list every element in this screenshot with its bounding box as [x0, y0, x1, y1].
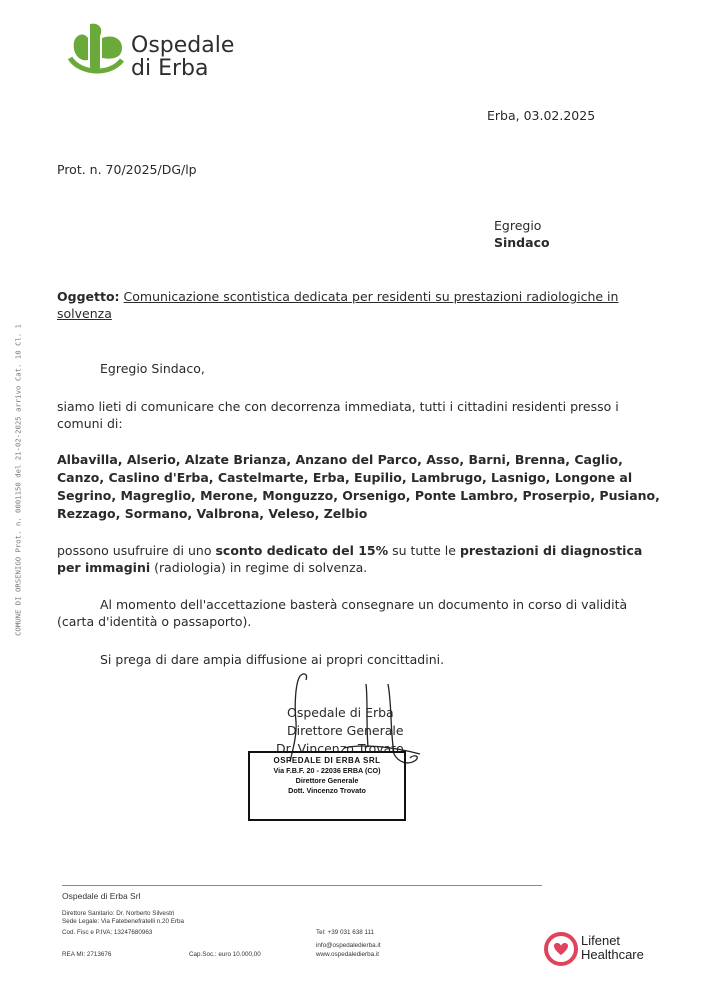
footer-seat: Sede Legale: Via Fatebenefratelli n.20 Erba — [62, 918, 185, 925]
recipient-greeting: Egregio — [494, 218, 542, 233]
salutation: Egregio Sindaco, — [100, 361, 205, 376]
partner-name-line1: Lifenet — [581, 933, 621, 948]
footer-company: Ospedale di Erba Srl — [62, 891, 141, 901]
recipient-title: Sindaco — [494, 235, 550, 250]
footer-web[interactable]: www.ospedaledierba.it — [316, 951, 380, 958]
towns-line3: Segrino, Magreglio, Merone, Monguzzo, Orsenigo, Ponte Lambro, Proserpio, Pusiano, — [57, 488, 660, 503]
paragraph-2-line1 — [57, 542, 642, 559]
paragraph-3-line2: (carta d'identità o passaporto). — [57, 614, 252, 629]
logo-line2: di Erba — [131, 56, 209, 81]
logo — [66, 20, 128, 76]
footer-rea: REA MI: 2713676 — [62, 951, 112, 958]
para2-text-c: su tutte le — [388, 543, 460, 558]
logo-text — [131, 34, 234, 80]
signature-role: Direttore Generale — [287, 723, 404, 738]
subject-line2: solvenza — [57, 306, 112, 321]
side-protocol-stamp: COMUNE DI ORSENIGO Prot. n. 0001150 del 21-02-2025 arrivo Cat. 10 Cl. 1 — [13, 324, 23, 636]
towns-line4: Rezzago, Sormano, Valbrona, Veleso, Zelbio — [57, 506, 368, 521]
partner-name-line2: Healthcare — [581, 947, 644, 962]
towns-line1: Albavilla, Alserio, Alzate Brianza, Anzano del Parco, Asso, Barni, Brenna, Caglio, — [57, 452, 623, 467]
paragraph-3-line1: Al momento dell'accettazione basterà consegnare un documento in corso di validità — [100, 597, 628, 612]
stamp-address: Via F.B.F. 20 - 22036 ERBA (CO) — [273, 766, 381, 775]
paragraph-1-line2: comuni di: — [57, 416, 123, 431]
stamp-role: Direttore Generale — [295, 776, 359, 785]
logo-line1: Ospedale — [131, 33, 235, 58]
service-highlight-2: per immagini — [57, 560, 151, 575]
paragraph-4: Si prega di dare ampia diffusione ai propri concittadini. — [100, 652, 445, 667]
stamp-company: OSPEDALE DI ERBA SRL — [273, 756, 381, 765]
discount-highlight: sconto dedicato del 15% — [215, 543, 389, 558]
para2-text-f: (radiologia) in regime di solvenza. — [150, 560, 368, 575]
footer-divider — [62, 885, 542, 886]
paragraph-2-line2 — [57, 559, 367, 576]
footer-capital: Cap.Soc.: euro 10.000,00 — [189, 951, 261, 958]
signature-org: Ospedale di Erba — [287, 705, 394, 720]
footer-tel: Tel: +39 031 638 111 — [316, 929, 375, 936]
company-stamp — [248, 751, 406, 821]
towns-line2: Canzo, Caslino d'Erba, Castelmarte, Erba, Eupilio, Lambrugo, Lasnigo, Longone al — [57, 470, 633, 485]
subject-label: Oggetto: — [57, 289, 120, 304]
signature-person: Dr. Vincenzo Trovato — [276, 741, 404, 756]
service-highlight: prestazioni di diagnostica — [459, 543, 643, 558]
subject-line1: Comunicazione scontistica dedicata per residenti su prestazioni radiologiche in — [123, 289, 619, 304]
place-date: Erba, 03.02.2025 — [487, 108, 596, 123]
footer-email[interactable]: info@ospedaledierba.it — [316, 942, 381, 949]
subject — [57, 288, 637, 305]
paragraph-1-line1: siamo lieti di comunicare che con decorrenza immediata, tutti i cittadini residenti presso i — [57, 399, 619, 414]
ospedale-erba-leaf-icon — [66, 20, 128, 76]
footer-director: Direttore Sanitario: Dr. Norberto Silvestri — [62, 910, 175, 917]
stamp-person: Dott. Vincenzo Trovato — [288, 786, 366, 795]
lifenet-logo-icon — [544, 932, 578, 966]
protocol-number: Prot. n. 70/2025/DG/lp — [57, 162, 197, 177]
para2-text-a: possono usufruire di uno — [57, 543, 216, 558]
footer-tax: Cod. Fisc e P.IVA: 13247680963 — [62, 929, 153, 936]
partner-logo — [544, 932, 674, 972]
